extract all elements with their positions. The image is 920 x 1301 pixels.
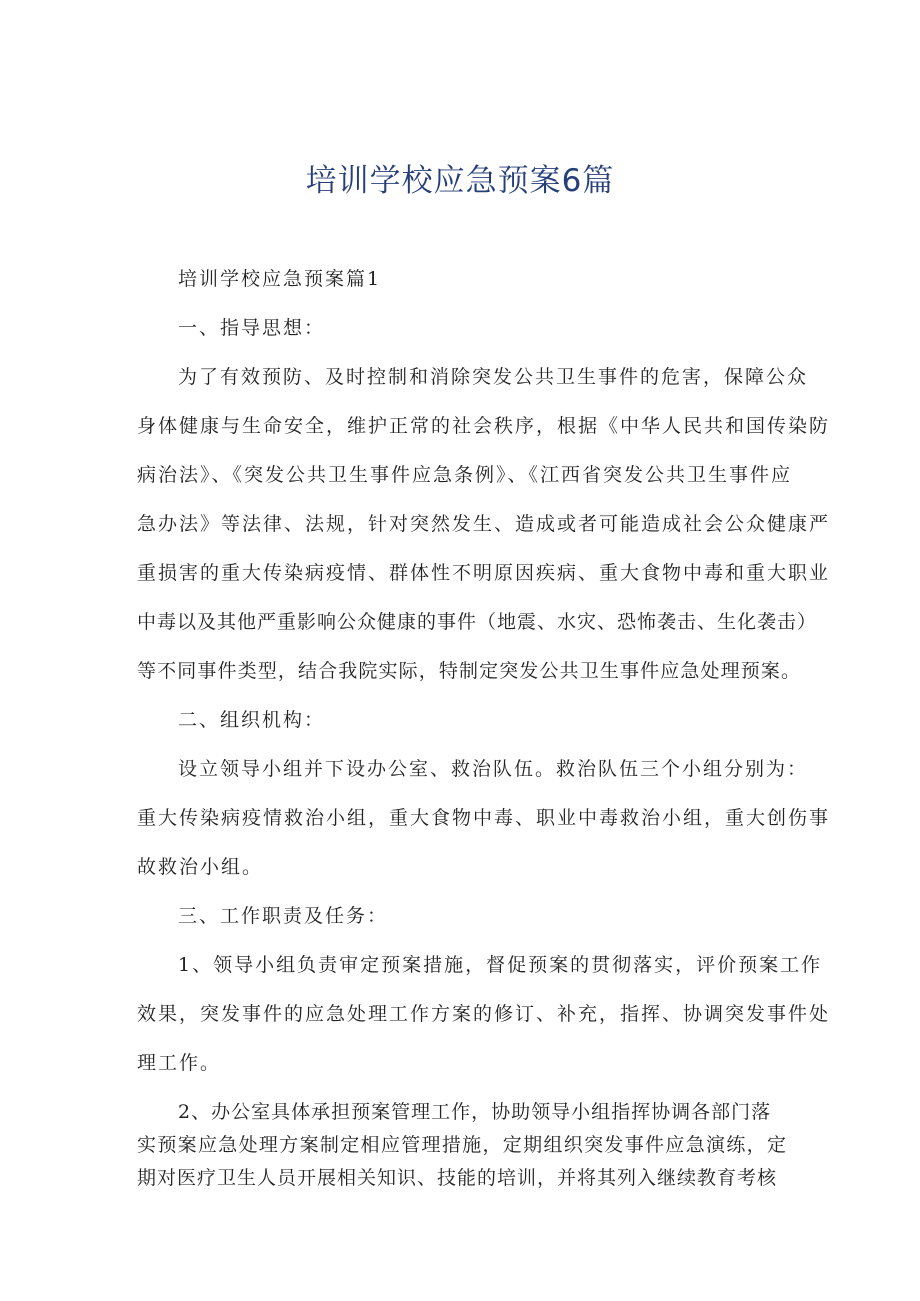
- paragraph-line: 中毒以及其他严重影响公众健康的事件（地震、水灾、恐怖袭击、生化袭击）: [137, 611, 818, 633]
- paragraph-line: 效果，突发事件的应急处理工作方案的修订、补充，指挥、协调突发事件处: [137, 1003, 831, 1025]
- document-title: 培训学校应急预案6篇: [305, 163, 615, 199]
- paragraph-line: 病治法》、《突发公共卫生事件应急条例》、《江西省突发公共卫生事件应: [137, 464, 793, 486]
- paragraph-line: 故救治小组。: [137, 856, 264, 878]
- paragraph-line: 急办法》等法律、法规，针对突然发生、造成或者可能造成社会公众健康严: [137, 513, 831, 535]
- paragraph-line: 身体健康与生命安全，维护正常的社会秩序，根据《中华人民共和国传染防: [137, 415, 831, 437]
- paragraph-line: 实预案应急处理方案制定相应管理措施，定期组织突发事件应急演练，定: [137, 1134, 787, 1156]
- paragraph-line: 等不同事件类型，结合我院实际，特制定突发公共卫生事件应急处理预案。: [137, 660, 801, 682]
- subheading: 二、组织机构：: [178, 709, 326, 731]
- paragraph-line: 为了有效预防、及时控制和消除突发公共卫生事件的危害，保障公众: [178, 366, 809, 388]
- subheading: 三、工作职责及任务：: [178, 905, 389, 927]
- paragraph-line: 2、办公室具体承担预案管理工作，协助领导小组指挥协调各部门落: [178, 1101, 772, 1123]
- paragraph-line: 重大传染病疫情救治小组，重大食物中毒、职业中毒救治小组，重大创伤事: [137, 807, 831, 829]
- paragraph-line: 期对医疗卫生人员开展相关知识、技能的培训，并将其列入继续教育考核: [137, 1167, 778, 1189]
- subheading: 一、指导思想：: [178, 317, 326, 339]
- paragraph-line: 重损害的重大传染病疫情、群体性不明原因疾病、重大食物中毒和重大职业: [137, 562, 831, 584]
- paragraph-line: 1、领导小组负责审定预案措施，督促预案的贯彻落实，评价预案工作: [178, 954, 823, 976]
- paragraph-line: 理工作。: [137, 1052, 222, 1074]
- paragraph-line: 设立领导小组并下设办公室、救治队伍。救治队伍三个小组分别为：: [178, 758, 809, 780]
- section-heading: 培训学校应急预案篇1: [178, 268, 382, 290]
